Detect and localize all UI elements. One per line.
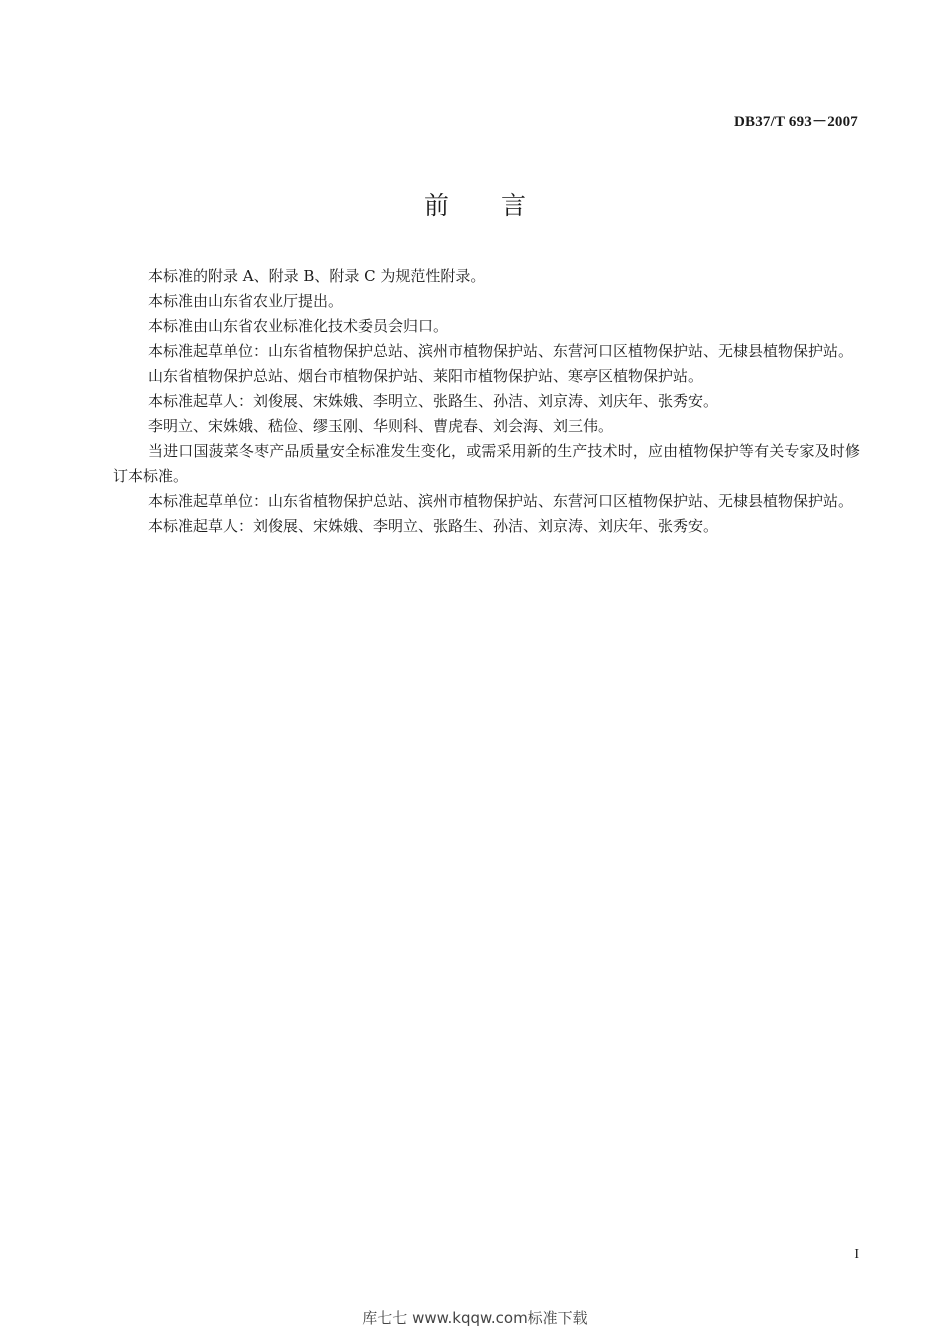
standard-code: DB37/T 693－2007 xyxy=(734,114,858,130)
paragraph-proposed-by: 本标准由山东省农业厅提出。 xyxy=(148,292,344,310)
watermark-text: 库七七 www.kqqw.com标准下载 xyxy=(362,1309,588,1327)
paragraph-drafters-repeat: 本标准起草人：刘俊展、宋姝娥、李明立、张路生、孙洁、刘京涛、刘庆年、张秀安。 xyxy=(148,517,719,535)
paragraph-centralized-by: 本标准由山东省农业标准化技术委员会归口。 xyxy=(148,317,449,335)
foreword-body xyxy=(113,264,860,539)
paragraph-appendix-note: 本标准的附录 A、附录 B、附录 C 为规范性附录。 xyxy=(148,267,486,285)
paragraph-additional-units: 山东省植物保护总站、烟台市植物保护站、莱阳市植物保护站、寒亭区植物保护站。 xyxy=(148,367,704,385)
paragraph-drafters: 本标准起草人：刘俊展、宋姝娥、李明立、张路生、孙洁、刘京涛、刘庆年、张秀安。 xyxy=(148,392,719,410)
paragraph-revision-note: 当进口国菠菜冬枣产品质量安全标准发生变化，或需采用新的生产技术时，应由植物保护等有关专家及时修订本标准。 xyxy=(113,442,860,485)
paragraph-drafting-units: 本标准起草单位：山东省植物保护总站、滨州市植物保护站、东营河口区植物保护站、无棣县植物保护站。 xyxy=(148,342,854,360)
page-number: I xyxy=(854,1247,859,1262)
paragraph-additional-drafters: 李明立、宋姝娥、嵇俭、缪玉刚、华则科、曹虎春、刘会海、刘三伟。 xyxy=(148,417,614,435)
page-title: 前言 xyxy=(423,191,578,220)
paragraph-drafting-units-repeat: 本标准起草单位：山东省植物保护总站、滨州市植物保护站、东营河口区植物保护站、无棣县植物保护站。 xyxy=(148,492,854,510)
